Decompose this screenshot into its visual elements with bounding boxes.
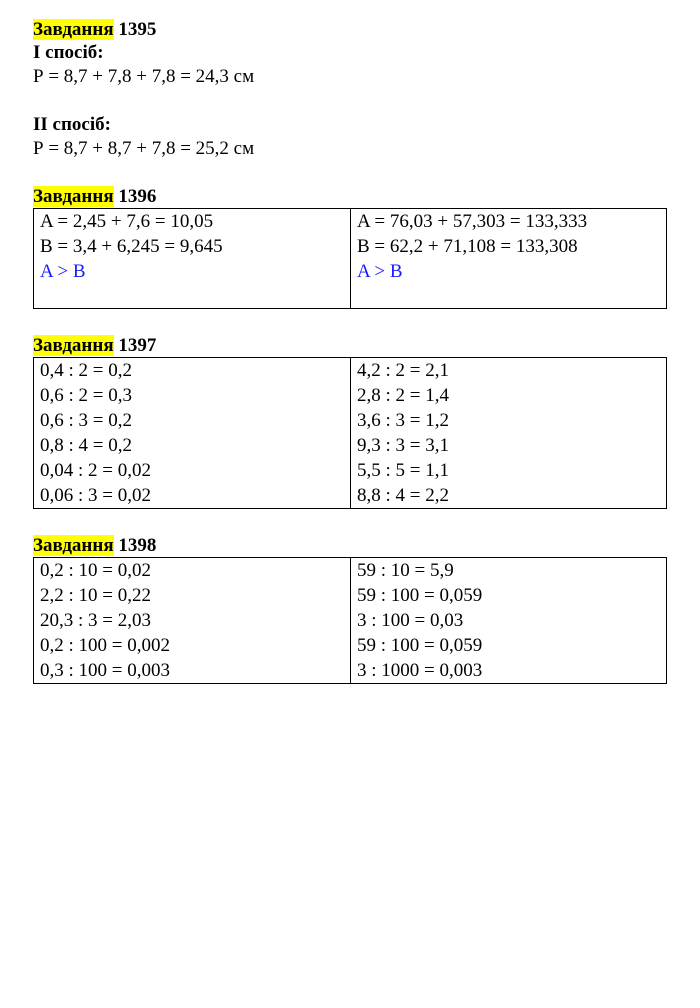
equation-line: 59 : 10 = 5,9: [357, 560, 454, 581]
task-1398-title: [33, 534, 667, 557]
equation-line: 20,3 : 3 = 2,03: [40, 610, 151, 631]
equation-line: 59 : 100 = 0,059: [357, 635, 483, 656]
task-1396: [33, 185, 667, 309]
table-row: [34, 358, 667, 509]
equation-line: 0,8 : 4 = 0,2: [40, 435, 132, 456]
method-1-title: І спосіб:: [33, 42, 104, 63]
task-label-highlight: Завдання: [33, 186, 114, 207]
task-1397: [33, 334, 667, 509]
table-cell-left: [34, 558, 351, 684]
equation-line: A = 76,03 + 57,303 = 133,333: [357, 211, 588, 232]
equation-line: A = 2,45 + 7,6 = 10,05: [40, 211, 214, 232]
equation-line: 0,2 : 10 = 0,02: [40, 560, 151, 581]
equation-line: 0,06 : 3 = 0,02: [40, 485, 151, 506]
method-2-title: ІІ спосіб:: [33, 114, 111, 135]
table-cell-left: [34, 358, 351, 509]
task-1397-title: [33, 334, 667, 357]
equation-line: 9,3 : 3 = 3,1: [357, 435, 449, 456]
equation-line: 0,4 : 2 = 0,2: [40, 360, 132, 381]
table-cell-right: [351, 558, 667, 684]
equation-line: 3 : 100 = 0,03: [357, 610, 464, 631]
task-number: 1396: [118, 186, 157, 207]
equation-line: B = 62,2 + 71,108 = 133,308: [357, 236, 578, 257]
method-1-equation: Р = 8,7 + 7,8 + 7,8 = 24,3 см: [33, 66, 255, 87]
equation-line: 3,6 : 3 = 1,2: [357, 410, 449, 431]
method-2-equation: Р = 8,7 + 8,7 + 7,8 = 25,2 см: [33, 138, 255, 159]
equation-line: 0,6 : 3 = 0,2: [40, 410, 132, 431]
task-1395-title: [33, 18, 667, 41]
equation-line: 3 : 1000 = 0,003: [357, 660, 483, 681]
equation-line: 0,6 : 2 = 0,3: [40, 385, 132, 406]
equation-line: 5,5 : 5 = 1,1: [357, 460, 449, 481]
task-1396-table: [33, 208, 667, 309]
task-label-highlight: Завдання: [33, 535, 114, 556]
equation-line: 0,2 : 100 = 0,002: [40, 635, 170, 656]
equation-line: 0,04 : 2 = 0,02: [40, 460, 151, 481]
task-label-highlight: Завдання: [33, 19, 114, 40]
equation-line: 59 : 100 = 0,059: [357, 585, 483, 606]
document-page: [33, 18, 667, 684]
equation-line: 2,2 : 10 = 0,22: [40, 585, 151, 606]
equation-line: 4,2 : 2 = 2,1: [357, 360, 449, 381]
task-number: 1395: [118, 19, 157, 40]
table-cell-right: [351, 358, 667, 509]
table-cell-right: [351, 209, 667, 309]
table-cell-left: [34, 209, 351, 309]
task-1397-table: [33, 357, 667, 509]
task-label-highlight: Завдання: [33, 335, 114, 356]
equation-line: 0,3 : 100 = 0,003: [40, 660, 170, 681]
task-1396-title: [33, 185, 667, 208]
task-number: 1398: [118, 535, 157, 556]
equation-line: 2,8 : 2 = 1,4: [357, 385, 449, 406]
task-1398-table: [33, 557, 667, 684]
table-row: [34, 209, 667, 309]
equation-line: 8,8 : 4 = 2,2: [357, 485, 449, 506]
comparison-result: A > B: [40, 261, 86, 282]
task-number: 1397: [118, 335, 157, 356]
task-1398: [33, 534, 667, 684]
table-row: [34, 558, 667, 684]
equation-line: B = 3,4 + 6,245 = 9,645: [40, 236, 223, 257]
comparison-result: A > B: [357, 261, 403, 282]
task-1395: [33, 18, 667, 161]
